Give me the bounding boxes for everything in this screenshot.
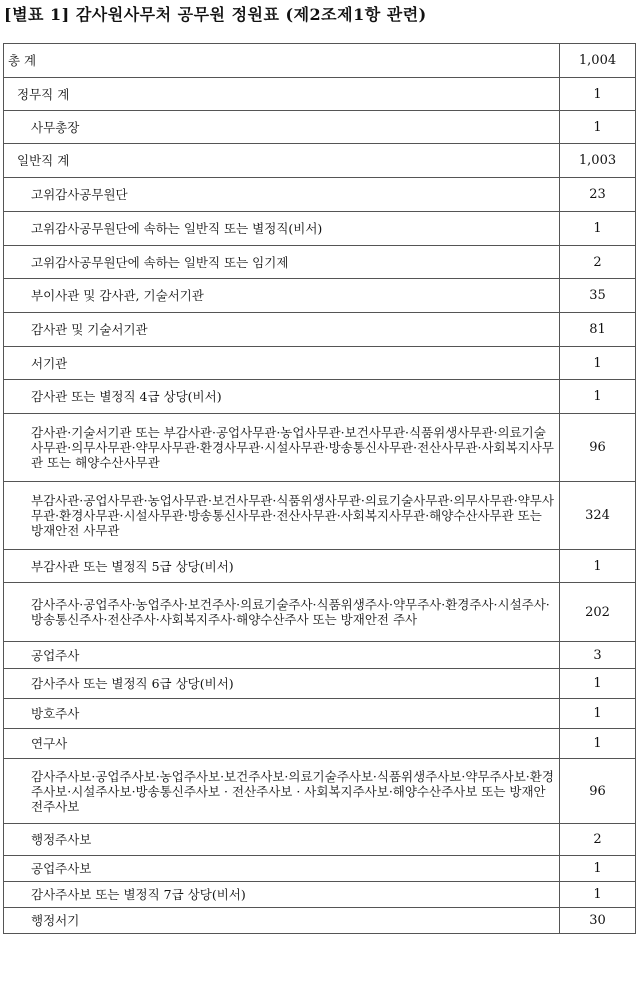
table-row: [4, 144, 636, 178]
table-row: [4, 380, 636, 414]
headcount-value: 1: [560, 882, 636, 908]
table-row: [4, 246, 636, 279]
table-row: [4, 729, 636, 759]
position-label: 공업주사보: [4, 856, 560, 882]
position-label: 공업주사: [4, 642, 560, 669]
headcount-value: 96: [560, 759, 636, 824]
position-label: 고위감사공무원단에 속하는 일반직 또는 별정직(비서): [4, 212, 560, 246]
table-row: [4, 669, 636, 699]
headcount-value: 35: [560, 279, 636, 313]
position-label: 방호주사: [4, 699, 560, 729]
document-title: [별표 1] 감사원사무처 공무원 정원표 (제2조제1항 관련): [4, 5, 427, 24]
headcount-value: 1: [560, 111, 636, 144]
table-row: [4, 550, 636, 583]
headcount-value: 324: [560, 482, 636, 550]
staff-quota-table: [3, 43, 636, 934]
headcount-value: 1,004: [560, 44, 636, 78]
headcount-value: 1,003: [560, 144, 636, 178]
position-label: 정무직 계: [4, 78, 560, 111]
headcount-value: 1: [560, 347, 636, 380]
table-row: [4, 178, 636, 212]
table-row: [4, 699, 636, 729]
headcount-value: 96: [560, 414, 636, 482]
headcount-value: 23: [560, 178, 636, 212]
table-row: [4, 347, 636, 380]
headcount-value: 1: [560, 729, 636, 759]
position-label: 고위감사공무원단에 속하는 일반직 또는 임기제: [4, 246, 560, 279]
headcount-value: 202: [560, 583, 636, 642]
position-label: 연구사: [4, 729, 560, 759]
table-row: [4, 759, 636, 824]
position-label: 서기관: [4, 347, 560, 380]
table-row: [4, 414, 636, 482]
table-row: [4, 908, 636, 934]
table-row: [4, 824, 636, 856]
headcount-value: 30: [560, 908, 636, 934]
headcount-value: 81: [560, 313, 636, 347]
headcount-value: 2: [560, 824, 636, 856]
table-row: [4, 212, 636, 246]
headcount-value: 1: [560, 856, 636, 882]
table-row: [4, 482, 636, 550]
position-label: 감사주사 또는 별정직 6급 상당(비서): [4, 669, 560, 699]
position-label: 행정주사보: [4, 824, 560, 856]
position-label: 감사관 또는 별정직 4급 상당(비서): [4, 380, 560, 414]
table-row: [4, 313, 636, 347]
headcount-value: 1: [560, 212, 636, 246]
position-label: 감사관 및 기술서기관: [4, 313, 560, 347]
position-label: 일반직 계: [4, 144, 560, 178]
table-row: [4, 583, 636, 642]
table-row: [4, 856, 636, 882]
table-row: [4, 279, 636, 313]
table-row: [4, 882, 636, 908]
position-label: 감사주사보·공업주사보·농업주사보·보건주사보·의료기술주사보·식품위생주사보·약무주사보·환경주사보·시설주사보·방송통신주사보 · 전산주사보 · 사회복지주사보·해양수산주사보 또는 방재안전주사보: [4, 759, 560, 824]
headcount-value: 1: [560, 550, 636, 583]
position-label: 감사주사보 또는 별정직 7급 상당(비서): [4, 882, 560, 908]
position-label: 사무총장: [4, 111, 560, 144]
table-row: [4, 642, 636, 669]
headcount-value: 1: [560, 669, 636, 699]
position-label: 감사주사·공업주사·농업주사·보건주사·의료기술주사·식품위생주사·약무주사·환경주사·시설주사·방송통신주사·전산주사·사회복지주사·해양수산주사 또는 방재안전 주사: [4, 583, 560, 642]
position-label: 총 계: [4, 44, 560, 78]
position-label: 고위감사공무원단: [4, 178, 560, 212]
headcount-value: 1: [560, 699, 636, 729]
table-row: [4, 111, 636, 144]
position-label: 부이사관 및 감사관, 기술서기관: [4, 279, 560, 313]
position-label: 부감사관 또는 별정직 5급 상당(비서): [4, 550, 560, 583]
headcount-value: 1: [560, 78, 636, 111]
position-label: 감사관·기술서기관 또는 부감사관·공업사무관·농업사무관·보건사무관·식품위생사무관·의료기술사무관·의무사무관·약무사무관·환경사무관·시설사무관·방송통신사무관·전산사무관·사회복지사무관 또는 해양수산사무관: [4, 414, 560, 482]
table-row: [4, 78, 636, 111]
table-row: [4, 44, 636, 78]
headcount-value: 1: [560, 380, 636, 414]
position-label: 부감사관·공업사무관·농업사무관·보건사무관·식품위생사무관·의료기술사무관·의무사무관·약무사무관·환경사무관·시설사무관·방송통신사무관·전산사무관·사회복지사무관·해양수산사무관 또는 방재안전 사무관: [4, 482, 560, 550]
headcount-value: 2: [560, 246, 636, 279]
position-label: 행정서기: [4, 908, 560, 934]
headcount-value: 3: [560, 642, 636, 669]
